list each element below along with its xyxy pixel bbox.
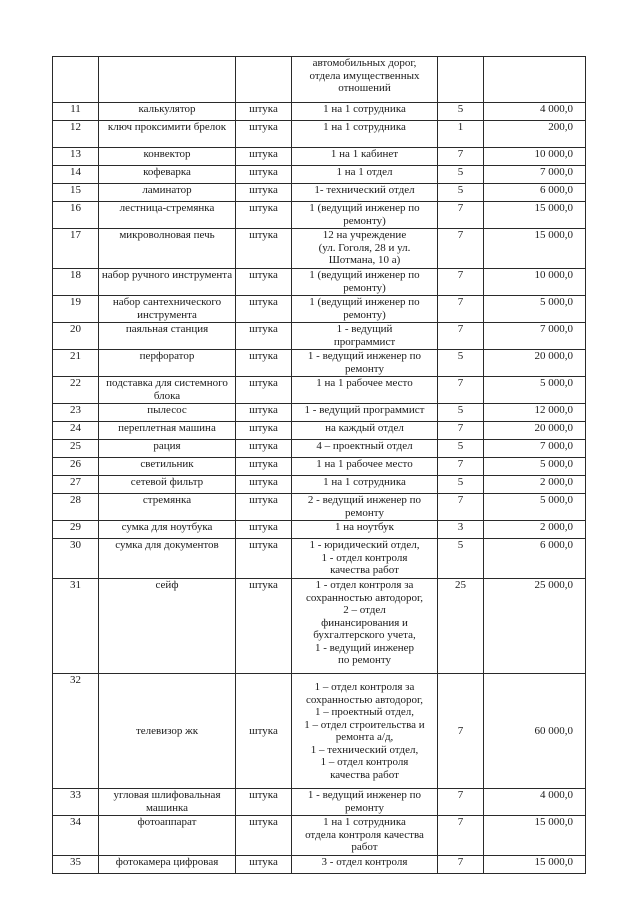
norm-line: 1 - ведущий программист [304, 404, 425, 416]
norm-line: 1 – отдел строительства и [304, 718, 425, 731]
norm-line: ремонта а/д, [335, 731, 394, 743]
service-years: 7 [438, 148, 484, 166]
service-years: 5 [438, 404, 484, 422]
item-name: ключ проксимити брелок [99, 121, 236, 148]
norm-line: 3 - отдел контроля [321, 856, 408, 868]
item-unit: штука [236, 269, 292, 296]
table-row [53, 121, 586, 148]
norm-line: сохранностью автодорог, [306, 693, 423, 706]
table-row [53, 476, 586, 494]
service-years: 7 [438, 856, 484, 874]
row-number: 11 [53, 103, 99, 121]
item-name: фотоаппарат [99, 816, 236, 856]
table-row [53, 422, 586, 440]
table-row [53, 674, 586, 789]
item-unit: штука [236, 121, 292, 148]
table-row [53, 296, 586, 323]
item-name: телевизор жк [99, 674, 236, 789]
norm-line: 1 – отдел контроля за [314, 681, 415, 693]
item-name: фотокамера цифровая [99, 856, 236, 874]
item-name: стремянка [99, 494, 236, 521]
item-unit: штука [236, 440, 292, 458]
item-norm [292, 579, 438, 674]
row-number: 26 [53, 458, 99, 476]
table-row [53, 521, 586, 539]
item-norm [292, 350, 438, 377]
row-number: 32 [53, 674, 99, 789]
item-unit: штука [236, 377, 292, 404]
row-number: 22 [53, 377, 99, 404]
service-years: 1 [438, 121, 484, 148]
norm-line: 1 (ведущий инженер по [309, 269, 420, 281]
norm-line: 1 - ведущий инженер по [307, 789, 422, 801]
row-number: 30 [53, 539, 99, 579]
norm-line: отдела контроля качества [305, 828, 424, 841]
item-price: 10 000,0 [484, 269, 586, 296]
service-years: 7 [438, 816, 484, 856]
item-name: набор сантехнического инструмента [99, 296, 236, 323]
item-unit: штука [236, 350, 292, 377]
item-unit: штука [236, 323, 292, 350]
service-years: 7 [438, 202, 484, 229]
item-name: светильник [99, 458, 236, 476]
item-price: 2 000,0 [484, 476, 586, 494]
norm-line: 1 на ноутбук [334, 521, 395, 533]
norm-line: ремонту [345, 362, 384, 375]
table-row [53, 323, 586, 350]
norm-line: 1 - ведущий инженер [315, 641, 414, 654]
norm-line: 1 на 1 рабочее место [316, 377, 413, 389]
norm-line: 1 на 1 сотрудника [323, 476, 406, 488]
item-price: 6 000,0 [484, 184, 586, 202]
item-norm [292, 404, 438, 422]
item-name: микроволновая печь [99, 229, 236, 269]
norm-line: (ул. Гоголя, 28 и ул. [318, 241, 411, 254]
norm-line: программист [333, 335, 396, 348]
item-price: 6 000,0 [484, 539, 586, 579]
table-row [53, 148, 586, 166]
item-price: 60 000,0 [484, 674, 586, 789]
item-name: угловая шлифовальная машинка [99, 789, 236, 816]
norm-line: Шотмана, 10 а) [328, 254, 401, 266]
row-number: 13 [53, 148, 99, 166]
row-number: 14 [53, 166, 99, 184]
norm-line: ремонту) [343, 214, 386, 227]
row-number: 34 [53, 816, 99, 856]
service-years: 7 [438, 229, 484, 269]
table-row [53, 539, 586, 579]
item-name: калькулятор [99, 103, 236, 121]
table-row [53, 377, 586, 404]
item-norm [292, 323, 438, 350]
norm-line: 1 на 1 кабинет [330, 148, 399, 160]
table-row [53, 202, 586, 229]
item-norm [292, 121, 438, 148]
table-row [53, 57, 586, 103]
service-years: 7 [438, 789, 484, 816]
norm-line: 1 – проектный отдел, [314, 706, 415, 718]
service-years [438, 57, 484, 103]
service-years: 5 [438, 166, 484, 184]
service-years: 7 [438, 458, 484, 476]
item-unit: штука [236, 789, 292, 816]
service-years: 3 [438, 521, 484, 539]
item-price: 20 000,0 [484, 422, 586, 440]
service-years: 5 [438, 476, 484, 494]
item-unit: штука [236, 579, 292, 674]
item-norm [292, 494, 438, 521]
table-row [53, 440, 586, 458]
table-row [53, 166, 586, 184]
item-norm [292, 296, 438, 323]
norm-line: ремонту) [343, 281, 386, 294]
norm-line: 1- технический отдел [314, 184, 415, 196]
row-number: 19 [53, 296, 99, 323]
item-price: 5 000,0 [484, 377, 586, 404]
row-number: 27 [53, 476, 99, 494]
norm-line: 4 – проектный отдел [316, 440, 413, 452]
item-unit: штука [236, 816, 292, 856]
item-price: 200,0 [484, 121, 586, 148]
item-unit: штука [236, 458, 292, 476]
row-number: 18 [53, 269, 99, 296]
table-row [53, 458, 586, 476]
item-unit: штука [236, 229, 292, 269]
item-price: 5 000,0 [484, 296, 586, 323]
item-name: кофеварка [99, 166, 236, 184]
item-norm [292, 816, 438, 856]
item-name: сумка для документов [99, 539, 236, 579]
item-name: сейф [99, 579, 236, 674]
item-name: переплетная машина [99, 422, 236, 440]
norm-line: 1 – отдел контроля [320, 756, 409, 768]
norm-line: 1 на 1 сотрудника [323, 103, 406, 115]
table-row [53, 269, 586, 296]
table-row [53, 404, 586, 422]
norm-line: 1 - ведущий инженер по [307, 350, 422, 362]
item-price: 10 000,0 [484, 148, 586, 166]
norm-line: 1 - ведущий [336, 323, 393, 335]
service-years: 7 [438, 269, 484, 296]
item-unit: штука [236, 422, 292, 440]
service-years: 7 [438, 296, 484, 323]
item-norm [292, 521, 438, 539]
norm-line: качества работ [330, 768, 399, 781]
item-name: пылесос [99, 404, 236, 422]
service-years: 7 [438, 323, 484, 350]
norm-line: 1 (ведущий инженер по [309, 202, 420, 214]
item-price: 15 000,0 [484, 202, 586, 229]
row-number: 33 [53, 789, 99, 816]
item-price: 15 000,0 [484, 229, 586, 269]
item-name: набор ручного инструмента [99, 269, 236, 296]
norm-line: ремонту [345, 506, 384, 519]
table-row [53, 579, 586, 674]
table-row [53, 350, 586, 377]
norm-line: 1 - юридический отдел, [309, 539, 420, 551]
table-row [53, 789, 586, 816]
item-norm [292, 422, 438, 440]
item-unit: штука [236, 296, 292, 323]
item-name: лестница-стремянка [99, 202, 236, 229]
norm-line: 1 (ведущий инженер по [309, 296, 420, 308]
service-years: 7 [438, 422, 484, 440]
item-unit: штука [236, 166, 292, 184]
norm-line: 1 на 1 сотрудника [323, 121, 406, 133]
item-name: конвектор [99, 148, 236, 166]
norm-line: финансирования и [321, 616, 408, 629]
item-price: 7 000,0 [484, 440, 586, 458]
norms-table [52, 56, 586, 874]
row-number [53, 57, 99, 103]
item-unit: штука [236, 539, 292, 579]
item-price: 4 000,0 [484, 103, 586, 121]
item-price [484, 57, 586, 103]
item-norm [292, 377, 438, 404]
row-number: 21 [53, 350, 99, 377]
norm-line: 1 на 1 отдел [336, 166, 393, 178]
row-number: 28 [53, 494, 99, 521]
row-number: 35 [53, 856, 99, 874]
norm-line: ремонту) [343, 308, 386, 321]
item-norm [292, 539, 438, 579]
norm-line: отношений [338, 82, 391, 94]
item-norm [292, 476, 438, 494]
service-years: 25 [438, 579, 484, 674]
item-unit: штука [236, 494, 292, 521]
norm-line: 2 - ведущий инженер по [307, 494, 422, 506]
item-norm [292, 856, 438, 874]
norm-line: 2 – отдел [343, 604, 386, 616]
table-row [53, 816, 586, 856]
item-norm [292, 202, 438, 229]
item-unit: штука [236, 521, 292, 539]
table-row [53, 103, 586, 121]
row-number: 12 [53, 121, 99, 148]
norm-line: 1 на 1 рабочее место [316, 458, 413, 470]
table-row [53, 229, 586, 269]
item-price: 7 000,0 [484, 166, 586, 184]
norm-line: работ [351, 841, 378, 853]
item-norm [292, 57, 438, 103]
item-price: 25 000,0 [484, 579, 586, 674]
service-years: 7 [438, 377, 484, 404]
table-row [53, 856, 586, 874]
norm-line: автомобильных дорог, [312, 57, 417, 69]
item-unit [236, 57, 292, 103]
item-norm [292, 166, 438, 184]
item-price: 12 000,0 [484, 404, 586, 422]
row-number: 25 [53, 440, 99, 458]
row-number: 20 [53, 323, 99, 350]
item-name: сумка для ноутбука [99, 521, 236, 539]
item-norm [292, 229, 438, 269]
norm-line: 1 - отдел контроля [321, 551, 408, 564]
item-price: 2 000,0 [484, 521, 586, 539]
norm-line: по ремонту [337, 654, 392, 666]
item-name: ламинатор [99, 184, 236, 202]
item-unit: штука [236, 674, 292, 789]
item-norm [292, 269, 438, 296]
norm-line: отдела имущественных [309, 69, 420, 82]
item-norm [292, 103, 438, 121]
service-years: 5 [438, 350, 484, 377]
norm-line: сохранностью автодорог, [306, 591, 423, 604]
service-years: 5 [438, 103, 484, 121]
item-price: 5 000,0 [484, 458, 586, 476]
item-unit: штука [236, 184, 292, 202]
norm-line: 1 - отдел контроля за [315, 579, 414, 591]
item-name [99, 57, 236, 103]
norm-line: ремонту [345, 801, 384, 814]
item-name: сетевой фильтр [99, 476, 236, 494]
item-name: подставка для системного блока [99, 377, 236, 404]
item-unit: штука [236, 404, 292, 422]
item-name: паяльная станция [99, 323, 236, 350]
norm-line: на каждый отдел [325, 422, 404, 434]
service-years: 7 [438, 494, 484, 521]
item-norm [292, 458, 438, 476]
row-number: 17 [53, 229, 99, 269]
item-unit: штука [236, 202, 292, 229]
item-name: рация [99, 440, 236, 458]
service-years: 5 [438, 539, 484, 579]
item-price: 15 000,0 [484, 856, 586, 874]
norm-line: бухгалтерского учета, [313, 629, 416, 641]
item-unit: штука [236, 103, 292, 121]
item-norm [292, 440, 438, 458]
item-unit: штука [236, 476, 292, 494]
item-norm [292, 148, 438, 166]
row-number: 16 [53, 202, 99, 229]
item-unit: штука [236, 856, 292, 874]
item-name: перфоратор [99, 350, 236, 377]
row-number: 31 [53, 579, 99, 674]
item-norm [292, 184, 438, 202]
norm-line: 1 – технический отдел, [310, 743, 419, 756]
table-row [53, 494, 586, 521]
norm-line: качества работ [330, 564, 399, 576]
item-norm [292, 789, 438, 816]
item-price: 7 000,0 [484, 323, 586, 350]
row-number: 23 [53, 404, 99, 422]
row-number: 29 [53, 521, 99, 539]
row-number: 24 [53, 422, 99, 440]
service-years: 7 [438, 674, 484, 789]
item-norm [292, 674, 438, 789]
norm-line: 1 на 1 сотрудника [323, 816, 406, 828]
item-unit: штука [236, 148, 292, 166]
item-price: 4 000,0 [484, 789, 586, 816]
service-years: 5 [438, 184, 484, 202]
norm-line: 12 на учреждение [322, 229, 407, 241]
table-row [53, 184, 586, 202]
row-number: 15 [53, 184, 99, 202]
item-price: 20 000,0 [484, 350, 586, 377]
service-years: 5 [438, 440, 484, 458]
item-price: 5 000,0 [484, 494, 586, 521]
item-price: 15 000,0 [484, 816, 586, 856]
